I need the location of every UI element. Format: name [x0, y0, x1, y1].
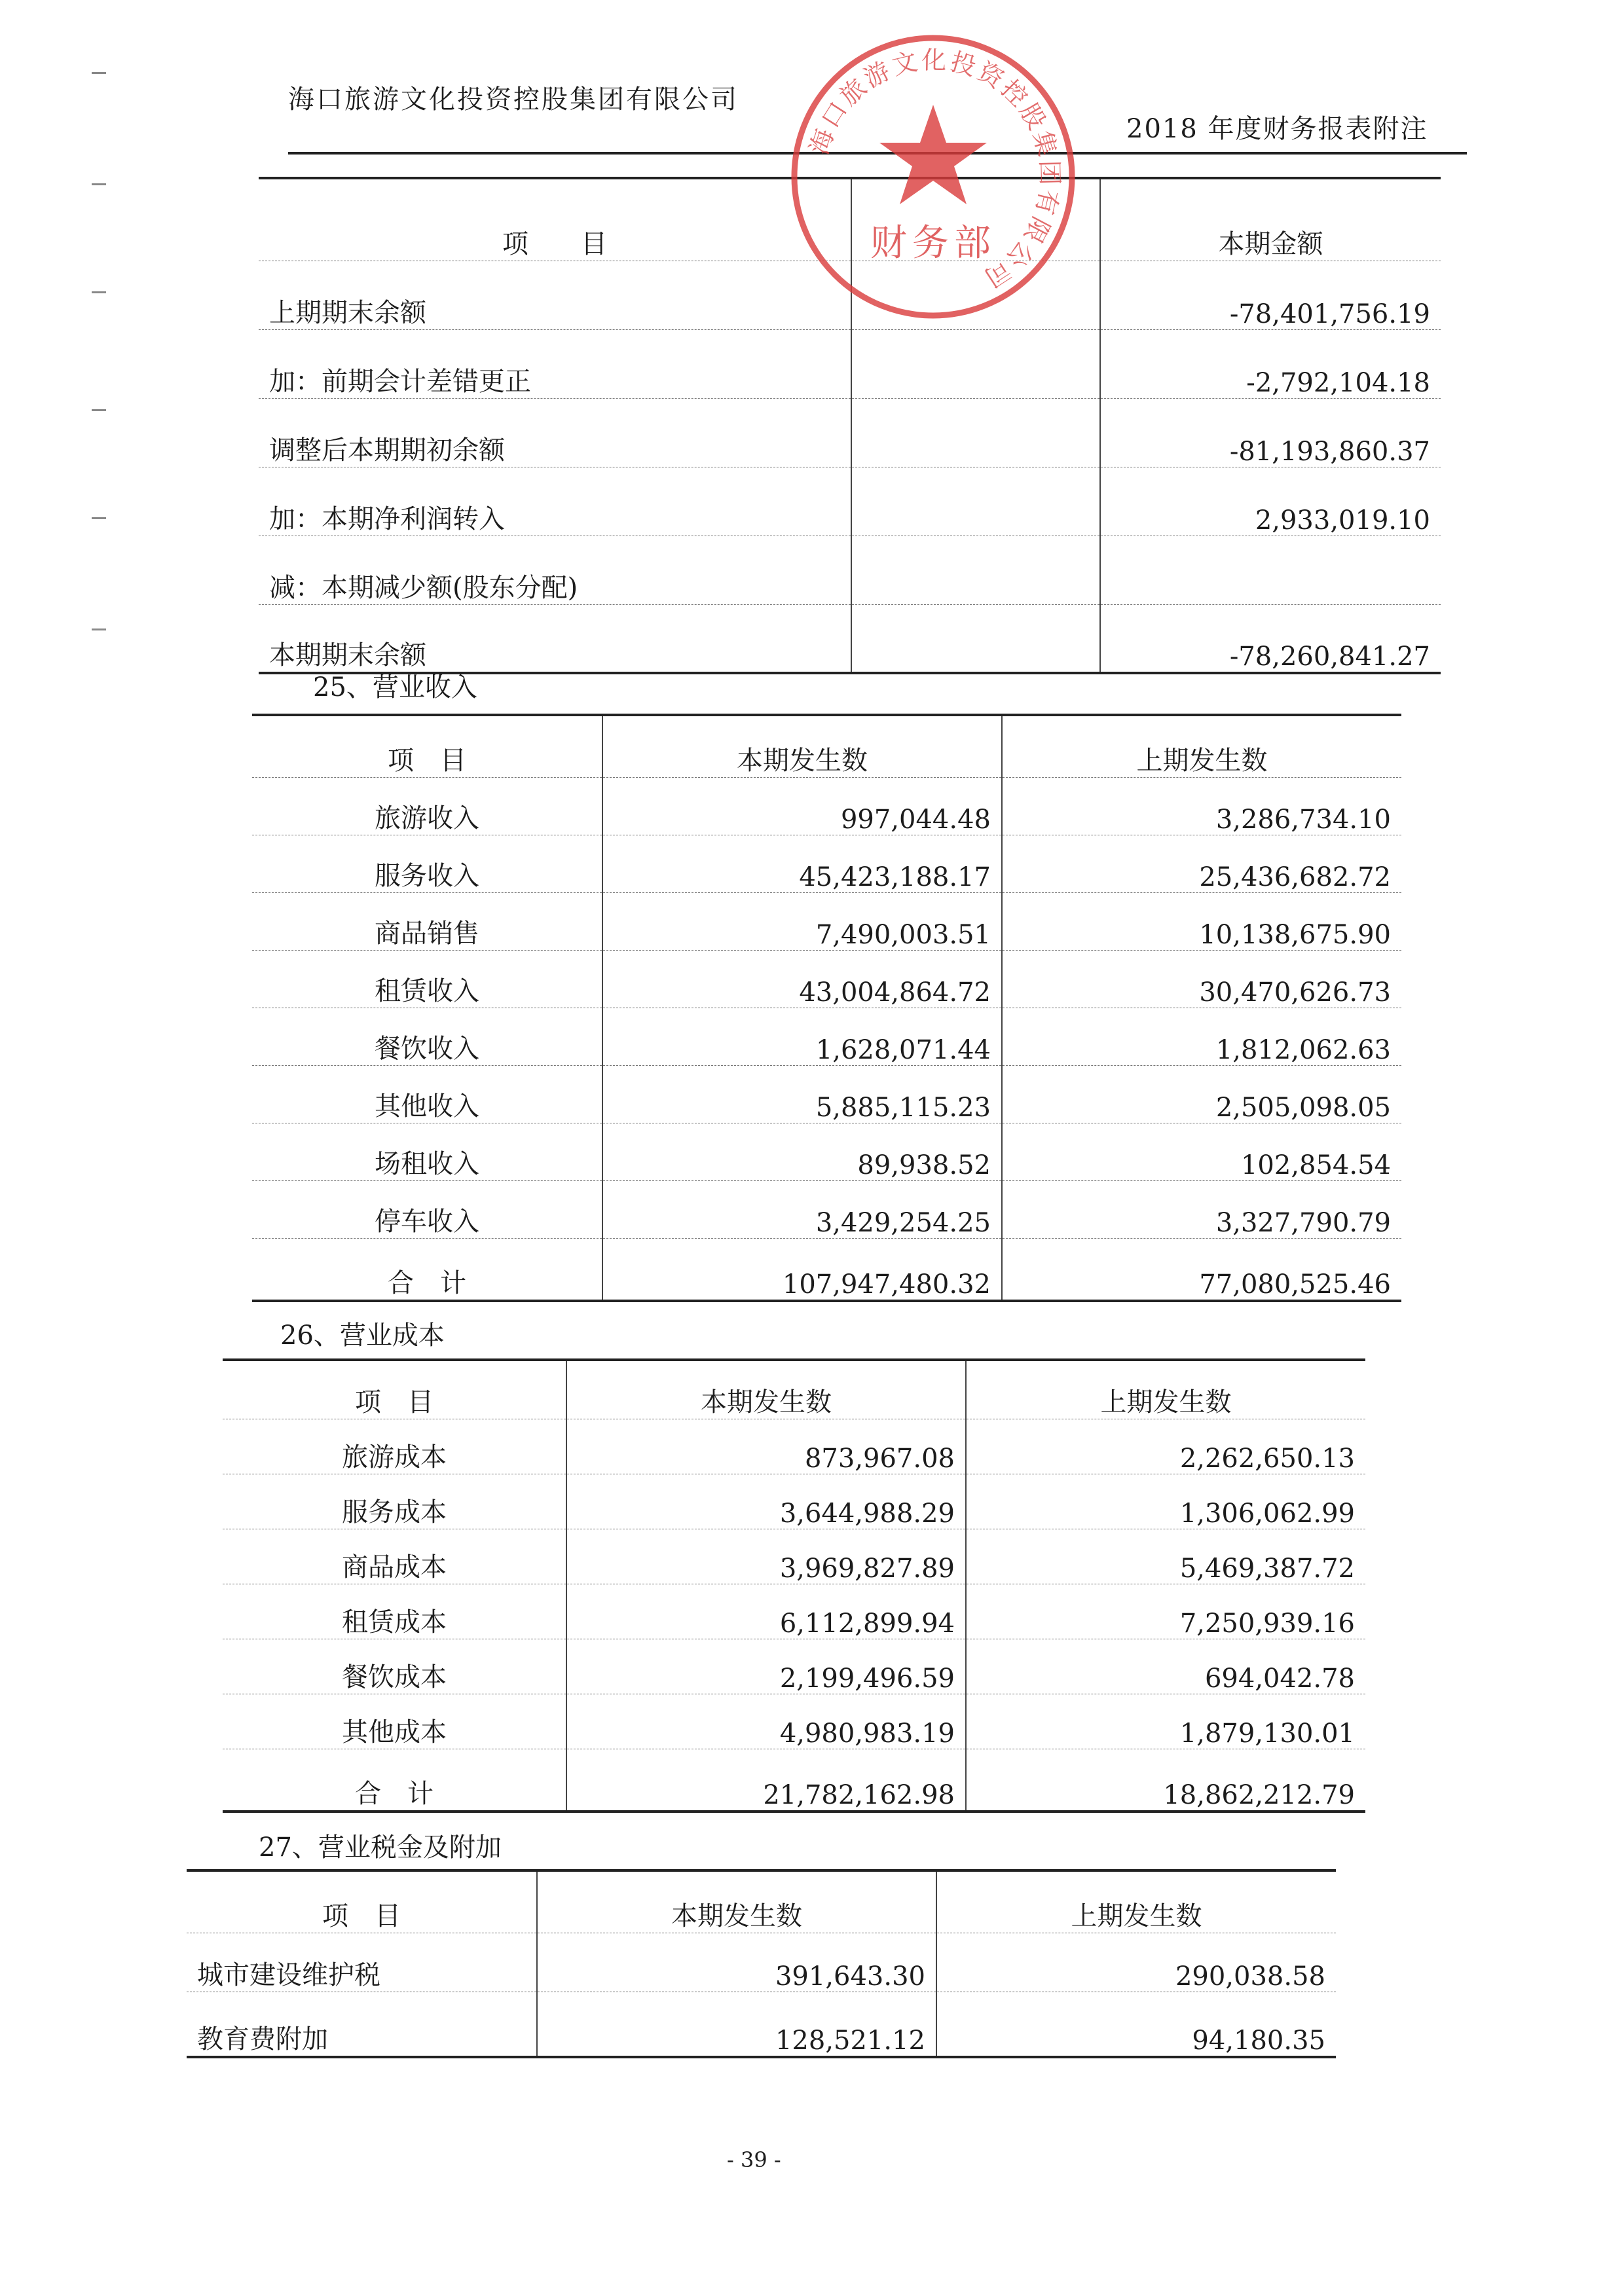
row-item: 旅游收入 [252, 777, 602, 835]
row-item: 服务成本 [223, 1474, 566, 1529]
seal-ring-text: 海口旅游文化投资控股集团有限公司 [804, 45, 1065, 295]
row-current: 6,112,899.94 [566, 1584, 966, 1639]
table-row [259, 398, 1441, 467]
row-previous: 77,080,525.46 [1002, 1238, 1401, 1301]
row-item: 减：本期减少额(股东分配) [259, 536, 851, 604]
table-row [223, 1474, 1365, 1529]
table-row [252, 1065, 1401, 1123]
table-row [252, 1123, 1401, 1180]
row-previous: 94,180.35 [936, 1992, 1336, 2057]
row-previous: 2,505,098.05 [1002, 1065, 1401, 1123]
row-item: 加：前期会计差错更正 [259, 329, 851, 398]
table-row [187, 1933, 1336, 1992]
row-amount: -2,792,104.18 [1100, 329, 1441, 398]
page-number: - 39 - [727, 2147, 781, 2172]
row-item: 旅游成本 [223, 1419, 566, 1474]
column-header-item: 项 目 [252, 715, 602, 777]
company-seal-stamp [783, 26, 1084, 327]
row-item: 教育费附加 [187, 1992, 537, 2057]
operating-revenue-table [252, 714, 1401, 1302]
table-row [252, 1180, 1401, 1238]
column-header-item: 项 目 [259, 178, 851, 261]
table-row [223, 1419, 1365, 1474]
column-header-previous: 上期发生数 [1002, 715, 1401, 777]
row-amount [1100, 536, 1441, 604]
table-row [259, 329, 1441, 398]
row-item: 其他收入 [252, 1065, 602, 1123]
table-row [223, 1529, 1365, 1584]
seal-center-text: 财务部 [870, 222, 996, 264]
scan-speck [92, 291, 106, 293]
row-item: 停车收入 [252, 1180, 602, 1238]
row-previous: 3,286,734.10 [1002, 777, 1401, 835]
table-header-row [252, 715, 1401, 777]
row-item: 场租收入 [252, 1123, 602, 1180]
row-previous: 2,262,650.13 [966, 1419, 1365, 1474]
row-previous: 25,436,682.72 [1002, 835, 1401, 892]
row-current: 21,782,162.98 [566, 1749, 966, 1812]
row-previous: 18,862,212.79 [966, 1749, 1365, 1812]
row-current: 4,980,983.19 [566, 1694, 966, 1749]
column-header-item: 项 目 [187, 1870, 537, 1933]
table-row [223, 1584, 1365, 1639]
row-previous: 10,138,675.90 [1002, 892, 1401, 950]
row-current: 391,643.30 [537, 1933, 936, 1992]
business-tax-table [187, 1869, 1336, 2058]
row-previous: 30,470,626.73 [1002, 950, 1401, 1008]
row-previous: 1,879,130.01 [966, 1694, 1365, 1749]
section-26-title: 26、营业成本 [280, 1321, 445, 1351]
table-row [259, 467, 1441, 536]
row-item: 合 计 [252, 1238, 602, 1301]
table-header-row [223, 1360, 1365, 1419]
table-row [259, 604, 1441, 673]
row-item: 其他成本 [223, 1694, 566, 1749]
column-header-current: 本期发生数 [602, 715, 1002, 777]
scan-speck [92, 517, 106, 519]
row-current: 873,967.08 [566, 1419, 966, 1474]
column-header-amount: 本期金额 [1100, 178, 1441, 261]
seal-star-icon [879, 105, 987, 204]
row-current: 89,938.52 [602, 1123, 1002, 1180]
row-item: 本期期末余额 [259, 604, 851, 673]
row-current: 3,429,254.25 [602, 1180, 1002, 1238]
row-amount: -78,401,756.19 [1100, 261, 1441, 329]
row-current: 107,947,480.32 [602, 1238, 1002, 1301]
table-row [259, 536, 1441, 604]
column-header-previous: 上期发生数 [936, 1870, 1336, 1933]
table-total-row [252, 1238, 1401, 1301]
table-row [252, 835, 1401, 892]
row-item: 调整后本期期初余额 [259, 398, 851, 467]
table-row [252, 777, 1401, 835]
row-item: 餐饮收入 [252, 1008, 602, 1065]
operating-cost-table [223, 1358, 1365, 1813]
table-row [252, 892, 1401, 950]
column-header-item: 项 目 [223, 1360, 566, 1419]
row-item: 商品成本 [223, 1529, 566, 1584]
row-current: 43,004,864.72 [602, 950, 1002, 1008]
row-amount: -81,193,860.37 [1100, 398, 1441, 467]
row-item: 租赁收入 [252, 950, 602, 1008]
column-header-current: 本期发生数 [566, 1360, 966, 1419]
row-current: 5,885,115.23 [602, 1065, 1002, 1123]
row-previous: 3,327,790.79 [1002, 1180, 1401, 1238]
row-amount: -78,260,841.27 [1100, 604, 1441, 673]
scan-speck [92, 72, 106, 74]
row-previous: 1,812,062.63 [1002, 1008, 1401, 1065]
row-current: 997,044.48 [602, 777, 1002, 835]
row-current: 3,969,827.89 [566, 1529, 966, 1584]
table-row [187, 1992, 1336, 2057]
row-current: 45,423,188.17 [602, 835, 1002, 892]
row-item: 城市建设维护税 [187, 1933, 537, 1992]
row-current: 1,628,071.44 [602, 1008, 1002, 1065]
row-item: 上期期末余额 [259, 261, 851, 329]
row-previous: 290,038.58 [936, 1933, 1336, 1992]
table-row [223, 1694, 1365, 1749]
row-current: 128,521.12 [537, 1992, 936, 2057]
company-name: 海口旅游文化投资控股集团有限公司 [288, 84, 739, 115]
table-row [223, 1639, 1365, 1694]
row-previous: 694,042.78 [966, 1639, 1365, 1694]
row-current: 2,199,496.59 [566, 1639, 966, 1694]
row-item: 餐饮成本 [223, 1639, 566, 1694]
scan-speck [92, 409, 106, 411]
row-item: 租赁成本 [223, 1584, 566, 1639]
row-current: 3,644,988.29 [566, 1474, 966, 1529]
table-total-row [223, 1749, 1365, 1812]
section-25-title: 25、营业收入 [313, 672, 477, 702]
table-row [252, 950, 1401, 1008]
row-previous: 1,306,062.99 [966, 1474, 1365, 1529]
column-header-current: 本期发生数 [537, 1870, 936, 1933]
row-current: 7,490,003.51 [602, 892, 1002, 950]
row-previous: 102,854.54 [1002, 1123, 1401, 1180]
row-previous: 5,469,387.72 [966, 1529, 1365, 1584]
row-amount: 2,933,019.10 [1100, 467, 1441, 536]
row-previous: 7,250,939.16 [966, 1584, 1365, 1639]
scan-speck [92, 183, 106, 185]
row-item: 加：本期净利润转入 [259, 467, 851, 536]
row-item: 商品销售 [252, 892, 602, 950]
row-item: 服务收入 [252, 835, 602, 892]
row-item: 合 计 [223, 1749, 566, 1812]
column-header-previous: 上期发生数 [966, 1360, 1365, 1419]
report-title: 2018 年度财务报表附注 [1126, 114, 1428, 144]
table-header-row [187, 1870, 1336, 1933]
table-row [252, 1008, 1401, 1065]
section-27-title: 27、营业税金及附加 [259, 1832, 502, 1863]
scan-speck [92, 629, 106, 630]
